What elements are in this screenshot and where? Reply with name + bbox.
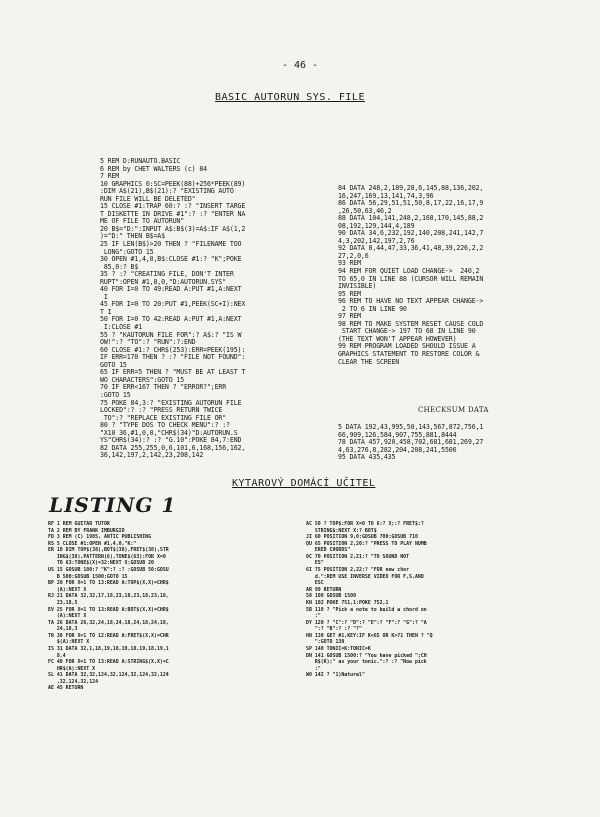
code-line: 75 POKE 84,3:? "EXISTING AUTORUN FILE [100, 398, 242, 407]
code-line: GRAPHICS STATEMENT TO RESTORE COLOR & [338, 350, 480, 359]
code-line: )="D:" THEN B$=A$ [100, 232, 165, 241]
code-line: TO":? "REPLACE EXISTING FILE OR" [100, 413, 227, 422]
code-line: ER 10 DIM TOP$(38),BOT$(38),FRET$(38),STR [48, 547, 169, 554]
code-line: :DIM A$(21),B$(21):? "EXISTING AUTO [100, 187, 234, 196]
code-line: US 15 GOSUB 100:? "K":? :? :GOSUB 50:GOSU [48, 567, 169, 574]
code-line: 82 DATA 255,255,0,6,101,6,168,156,162, [100, 443, 246, 452]
code-line: 96 REM TO HAVE NO TEXT APPEAR CHANGE-> [338, 297, 484, 306]
code-line: (A):NEXT X [48, 586, 87, 593]
listing-title: LISTING 1 [49, 493, 177, 517]
code-line: 55 ? "KAUTORUN FILE FOR":? A$:? "IS W [100, 330, 242, 339]
code-line: 0C 70 POSITION 2,21:? "TO SOUND NOT [306, 553, 410, 560]
code-line: TO 63:TONE$(X)=32:NEXT X:GOSUB 20 [48, 560, 154, 567]
autorun-listing-left [100, 158, 332, 464]
code-line: 60 CLOSE #1:? CHR$(253):ERR=PEEK(195): [100, 345, 246, 354]
code-line: STRING$:NEXT X:? BOT$ [306, 527, 377, 534]
code-line: 94 REM FOR QUIET LOAD CHANGE-> 240,2 [338, 267, 480, 276]
code-line: RUPT":OPEN #1,8,0,"D:AUTORUN.SYS" [100, 277, 227, 286]
code-line: 99 REM PROGRAM LOADED SHOULD ISSUE A [338, 342, 476, 351]
code-line: 65 IF ERR=5 THEN ? "MUST BE AT LEAST T [100, 368, 246, 377]
code-line: 23,18,5 [48, 599, 78, 606]
code-line: FC 40 FOR X=1 TO 13:READ A:STRING$(X,X)=C [48, 659, 169, 666]
listing1-right [306, 521, 552, 681]
code-line: 93 REM [338, 259, 361, 268]
code-line: 58 100 GOSUB 1500 [306, 593, 357, 600]
checksum-line: 5 DATA 192,43,995,50,143,567,872,756,1 [338, 424, 484, 431]
code-line: 8,4 [48, 652, 66, 659]
code-line: W0 142 ? "1)Natural" [306, 672, 365, 679]
code-line: GOTO 15 [100, 360, 127, 369]
code-line: 85,0:? B$ [100, 262, 139, 271]
code-line: 45 FOR I=0 TO 20:PUT #1,PEEK(SC+I):NEX [100, 300, 246, 309]
code-line: T DISKETTE IN DRIVE #1":? :? "ENTER NA [100, 209, 246, 218]
code-line: TA 2 REM BY FRANK IMBURGIO [48, 527, 125, 534]
code-line: OW!":? "TO":? "RUN":?:END [100, 338, 196, 347]
code-line: ME OF FILE TO AUTORUN" [100, 217, 185, 226]
checksum-title: CHECKSUM DATA [418, 406, 489, 414]
code-line: 5B 110 ? "Pick a note to build a chord on [306, 606, 427, 613]
code-line: DY 120 ? "C":? "D":? "E":? "F":? "G":? "A [306, 619, 427, 626]
page-number: - 46 - [281, 60, 319, 71]
code-line: 95 REM [338, 289, 361, 298]
code-line: 2 TO 6 IN LINE 90 [338, 304, 407, 313]
code-line: I [100, 292, 108, 301]
code-line: RF 1 REM GUITAR TUTOR [48, 521, 110, 527]
code-line: 08,192,129,144,4,189 [338, 221, 415, 230]
code-line: JI 60 POSITION 9,0:GOSUB 700:GOSUB 710 [306, 534, 418, 541]
code-line: TO 65,0 IN LINE 88 (CURSOR WILL REMAIN [338, 274, 484, 283]
checksum-line: 66,909,126,584,907,755,881,8444 [338, 430, 457, 439]
code-line: 16,247,169,13,141,74,3,96 [338, 191, 434, 200]
code-line: ERED CHORDS" [306, 547, 351, 554]
code-line: HR$(A):NEXT X [48, 665, 96, 672]
code-line: AE 45 RETURN [48, 685, 84, 692]
code-line: RUN FILE WILL BE DELETED" [100, 194, 196, 203]
code-line: :" [306, 613, 321, 620]
code-line: ,32,124,32,124 [48, 678, 99, 685]
code-line: 25 IF LEN(B$)>20 THEN ? "FILENAME TOO [100, 240, 242, 249]
code-line: $(A):NEXT X [48, 639, 90, 646]
code-line: IF ERR=170 THEN ? :? "FILE NOT FOUND": [100, 353, 246, 362]
code-line: 98 REM TO MAKE SYSTEM RESET CAUSE COLD [338, 319, 484, 328]
code-line: HN 130 GET #1,KEY:IF K<65 OR K>71 THEN ? "Q [306, 632, 433, 639]
checksum-line: 95 DATA 435,435 [338, 453, 396, 462]
code-line: 40 FOR I=0 TO 49:READ A:PUT #1,A:NEXT [100, 285, 242, 294]
code-line: 5 REM D:RUNAUTO.BASIC [100, 158, 181, 165]
code-line: 7 REM [100, 172, 120, 181]
checksum-line: 4,63,276,8,282,204,208,241,5506 [338, 445, 457, 454]
code-line: SP 140 TONIC=K:TONIC=K [306, 645, 371, 652]
code-line: 30 OPEN #1,4,0,B$:CLOSE #1:? "K";POKE [100, 255, 242, 264]
code-line: 97 REM [338, 312, 361, 321]
code-line: d.":REM USE INVERSE VIDEO FOR F,S,AND [306, 573, 424, 580]
code-line: SL 41 DATA 32,32,124,32,124,32,124,32,124 [48, 672, 169, 679]
code-line: 10 GRAPHICS 0:SC=PEEK(88)+256*PEEK(89) [100, 179, 246, 188]
code-line: TA 26 DATA 26,32,24,18,24,18,24,18,24,18, [48, 619, 169, 626]
code-line: (A):NEXT X [48, 613, 87, 620]
code-line: 88 DATA 104,141,248,2,168,170,145,88,2 [338, 214, 484, 223]
code-line: 70 IF ERR<167 THEN ? "ERROR?";ERR [100, 383, 227, 392]
code-line: "X10 36,#1,0,0,"CHR$(34)"D:AUTORUN.S [100, 428, 238, 437]
code-line: I:CLOSE #1 [100, 323, 143, 332]
code-line: FD 3 REM (C) 1985, ANTIC PUBLISHING [48, 534, 152, 541]
autorun-listing-right [338, 185, 536, 371]
code-line: 35 ? :? "CREATING FILE, DON'T INTER [100, 270, 234, 279]
code-line: KN 102 POKE 751,1:POKE 752,1 [306, 599, 389, 606]
code-line: 80 ? "TYPE DOS TO CHECK MENU":? :? [100, 421, 230, 430]
checksum-line: 78 DATA 457,920,458,702,681,681,269,27 [338, 438, 484, 447]
code-line: ESC [306, 580, 324, 587]
code-line: 24,18,3 [48, 626, 78, 633]
code-line: RS 5 CLOSE #1:OPEN #1,4,0,"K:" [48, 540, 137, 547]
code-line: 15 CLOSE #1:TRAP 60:? :? "INSERT TARGE [100, 202, 246, 211]
code-line: :" [306, 665, 321, 672]
code-line: B 500:GOSUB 1500:GOTO 15 [48, 573, 128, 580]
code-line: EV 25 FOR X=1 TO 13:READ A:BOT$(X,X)=CHR$ [48, 606, 169, 613]
code-line: 6 REM by CHET WALTERS (c) 84 [100, 164, 207, 173]
code-line: ,26,50,63,46,2 [338, 206, 392, 215]
code-line: QU 65 POSITION 2,20:? "PRESS TO PLAY NUMB [306, 540, 427, 547]
checksum-listing [338, 424, 536, 464]
code-line: DN 141 GOSUB 1500:? "You have picked ";CH [306, 652, 427, 659]
code-line: 20 B$="D:":INPUT A$:B$(3)=A$:IF A$(1,2 [100, 224, 246, 233]
kytarovy-heading: KYTAROVÝ DOMÁCÍ UČITEL [232, 478, 376, 489]
code-line: LOCKED":? :? "PRESS RETURN TWICE [100, 406, 223, 415]
code-line: 36,142,197,2,142,23,208,142 [100, 451, 204, 460]
code-line: AC 50 ? TOP$:FOR X=0 TO 6:? X;:? FRET$:? [306, 521, 424, 527]
code-line: 4,3,202,142,197,2,76 [338, 236, 415, 245]
code-line: IS 31 DATA 32,1,18,19,18,19,18,19,18,19,1 [48, 645, 169, 652]
code-line: WO CHARACTERS":GOTO 15 [100, 375, 185, 384]
code-line: 50 FOR I=0 TO 42:READ A:PUT #1,A:NEXT [100, 315, 242, 324]
code-line: :GOTO 15 [100, 390, 131, 399]
code-line: INVISIBLE) [338, 282, 377, 291]
code-line: 86 DATA 56,29,51,51,50,8,17,22,16,17,9 [338, 199, 484, 208]
code-line: BP 20 FOR X=1 TO 13:READ A:TOP$(X,X)=CHR$ [48, 580, 169, 587]
autorun-heading: BASIC AUTORUN SYS. FILE [215, 92, 365, 103]
code-line: (THE TEXT WON'T APPEAR HOWEVER) [338, 334, 457, 343]
code-line: ":GOTO 130 [306, 639, 345, 646]
code-line: AR 99 RETURN [306, 586, 342, 593]
code-line: YS"CHR$(34):? :? "G.10":POKE 84,7:END [100, 436, 242, 445]
code-line: TR 30 FOR X=1 TO 12:READ A:FRET$(X,X)=CHR [48, 632, 169, 639]
code-line: START CHANGE-> 197 TO 68 IN LINE 90 [338, 327, 476, 336]
code-line: ":? "B":? :? "?" [306, 626, 362, 633]
code-line: 90 DATA 34,6,232,192,140,208,241,142,7 [338, 229, 484, 238]
code-line: ING$(38),PATTERN(6),TONE$(63):FOR X=0 [48, 553, 166, 560]
code-line: R$(K);" as your tonic.":? :? "Now pick [306, 659, 427, 666]
code-line: CLEAR THE SCREEN [338, 357, 400, 366]
code-line: 27,2,0,6 [338, 251, 369, 260]
code-line: 6I 75 POSITION 2,22:? "FOR new chor [306, 567, 410, 574]
code-line: ES" [306, 560, 324, 567]
code-line: RJ 21 DATA 32,32,17,18,23,18,23,18,23,18, [48, 593, 169, 600]
code-line: 92 DATA 8,44,47,33,36,41,48,39,226,2,2 [338, 244, 484, 253]
code-line: T I [100, 307, 112, 316]
code-line: LONG":GOTO 15 [100, 247, 154, 256]
listing1-left [48, 521, 296, 699]
code-line: 84 DATA 248,2,189,28,6,145,88,136,202, [338, 185, 484, 192]
